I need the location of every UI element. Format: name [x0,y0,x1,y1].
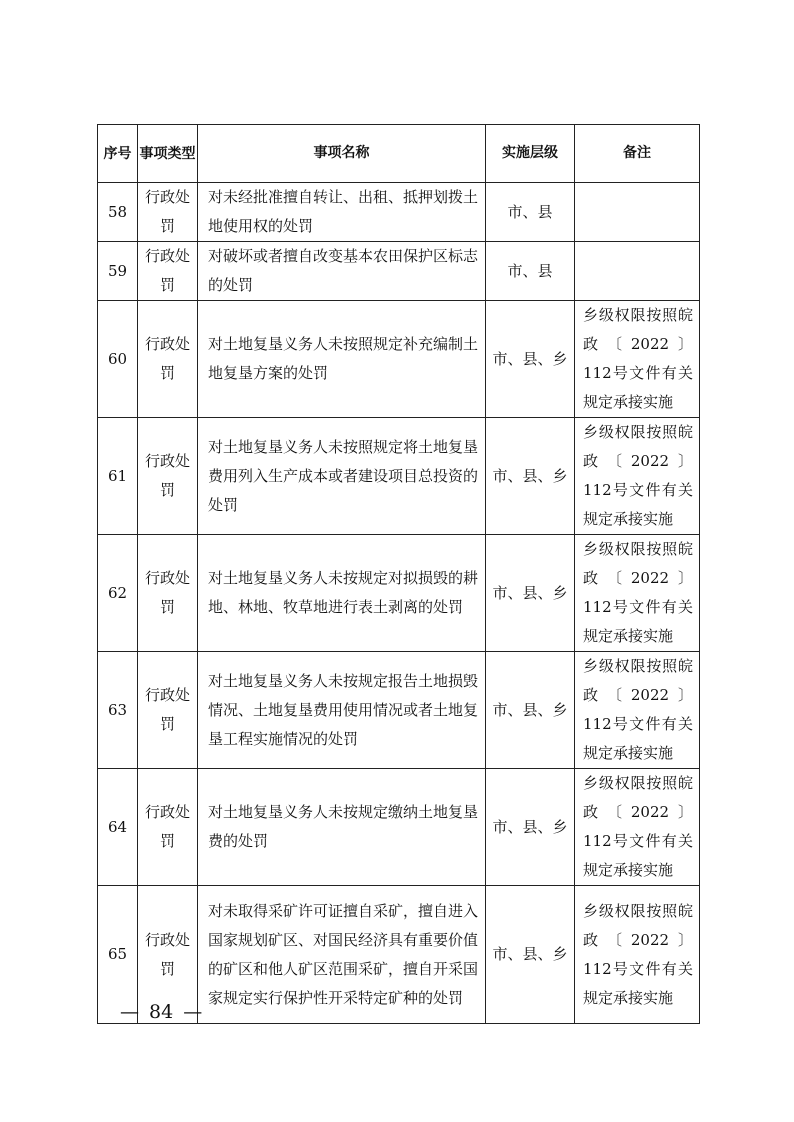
row-name: 对土地复垦义务人未按规定报告土地损毁情况、土地复垦费用使用情况或者土地复垦工程实施情况的处罚 [198,652,486,769]
footer-dash-right: — [183,1001,203,1023]
row-type: 行政处罚 [138,769,198,886]
row-seq: 59 [98,242,138,301]
page-footer [120,1001,202,1023]
row-note: 乡级权限按照皖政〔2022〕112号文件有关规定承接实施 [575,301,700,418]
row-level: 市、县、乡 [486,652,575,769]
row-level: 市、县 [486,183,575,242]
table-row [98,652,700,769]
matters-table [97,124,700,1024]
row-name: 对未取得采矿许可证擅自采矿，擅自进入国家规划矿区、对国民经济具有重要价值的矿区和他人矿区范围采矿，擅自开采国家规定实行保护性开采特定矿种的处罚 [198,886,486,1024]
table-row [98,769,700,886]
row-name: 对土地复垦义务人未按照规定补充编制土地复垦方案的处罚 [198,301,486,418]
row-level: 市、县、乡 [486,769,575,886]
row-level: 市、县、乡 [486,418,575,535]
row-level: 市、县 [486,242,575,301]
row-name: 对土地复垦义务人未按规定对拟损毁的耕地、林地、牧草地进行表土剥离的处罚 [198,535,486,652]
row-type: 行政处罚 [138,652,198,769]
header-type: 事项类型 [138,125,198,183]
row-seq: 64 [98,769,138,886]
row-type: 行政处罚 [138,418,198,535]
table-header-row [98,125,700,183]
row-type: 行政处罚 [138,535,198,652]
row-note: 乡级权限按照皖政〔2022〕112号文件有关规定承接实施 [575,886,700,1024]
page-number: 84 [149,1001,174,1023]
header-note: 备注 [575,125,700,183]
row-level: 市、县、乡 [486,886,575,1024]
table-row [98,535,700,652]
row-note: 乡级权限按照皖政〔2022〕112号文件有关规定承接实施 [575,769,700,886]
row-seq: 58 [98,183,138,242]
header-name: 事项名称 [198,125,486,183]
row-seq: 60 [98,301,138,418]
row-level: 市、县、乡 [486,301,575,418]
row-name: 对土地复垦义务人未按规定缴纳土地复垦费的处罚 [198,769,486,886]
row-name: 对土地复垦义务人未按照规定将土地复垦费用列入生产成本或者建设项目总投资的处罚 [198,418,486,535]
row-name: 对破坏或者擅自改变基本农田保护区标志的处罚 [198,242,486,301]
row-note: 乡级权限按照皖政〔2022〕112号文件有关规定承接实施 [575,652,700,769]
header-seq: 序号 [98,125,138,183]
row-type: 行政处罚 [138,183,198,242]
row-type: 行政处罚 [138,886,198,1024]
table-row [98,418,700,535]
row-note [575,242,700,301]
row-type: 行政处罚 [138,301,198,418]
row-note: 乡级权限按照皖政〔2022〕112号文件有关规定承接实施 [575,418,700,535]
row-seq: 65 [98,886,138,1024]
row-note: 乡级权限按照皖政〔2022〕112号文件有关规定承接实施 [575,535,700,652]
row-seq: 61 [98,418,138,535]
row-level: 市、县、乡 [486,535,575,652]
table-row [98,242,700,301]
footer-dash-left: — [120,1001,139,1023]
row-note [575,183,700,242]
row-type: 行政处罚 [138,242,198,301]
row-seq: 63 [98,652,138,769]
row-seq: 62 [98,535,138,652]
header-level: 实施层级 [486,125,575,183]
row-name: 对未经批准擅自转让、出租、抵押划拨土地使用权的处罚 [198,183,486,242]
table-row [98,183,700,242]
table-row [98,301,700,418]
